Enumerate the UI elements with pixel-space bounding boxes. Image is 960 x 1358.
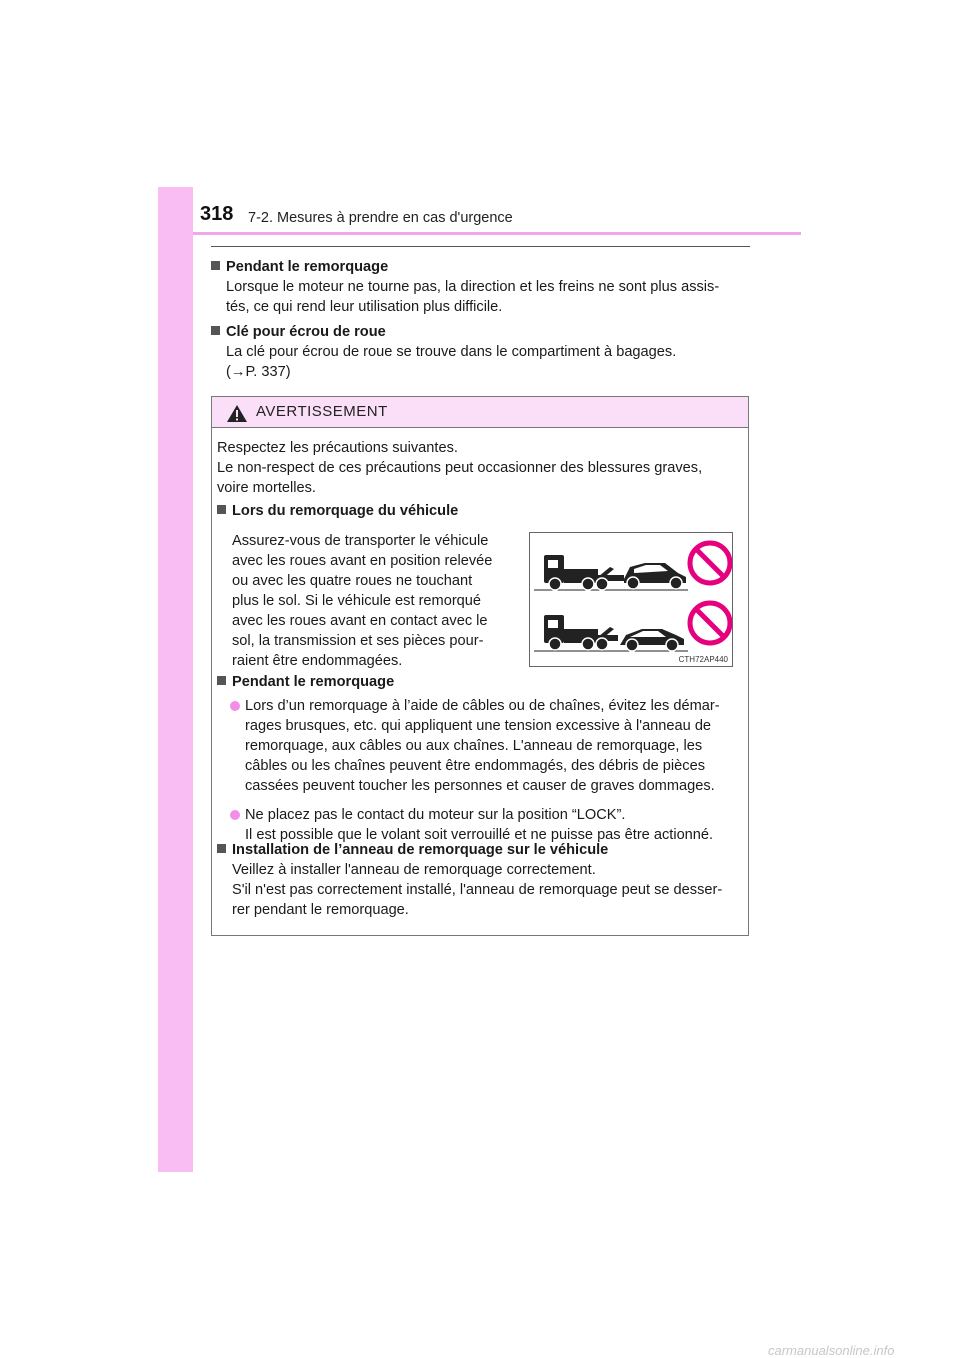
footer-watermark: carmanualsonline.info: [768, 1343, 895, 1358]
text-line: Ne placez pas le contact du moteur sur la position “LOCK”.: [245, 807, 626, 823]
square-bullet-icon: [211, 261, 220, 270]
text-line: rer pendant le remorquage.: [232, 902, 409, 918]
square-bullet-icon: [217, 505, 226, 514]
text-line: rages brusques, etc. qui appliquent une tension excessive à l'anneau de: [245, 718, 712, 734]
text-line: Assurez-vous de transporter le véhicule: [232, 533, 489, 549]
towing-illustration: [529, 532, 733, 667]
warning-sub-installation-anneau: [217, 840, 743, 920]
text-line: sol, la transmission et ses pièces pour-: [232, 633, 484, 649]
square-bullet-icon: [217, 844, 226, 853]
text-line: cassées peuvent toucher les personnes et causer de graves dommages.: [245, 778, 715, 794]
round-bullet-icon: [230, 701, 240, 711]
text-line: avec les roues avant en position relevée: [232, 553, 493, 569]
prohibited-icon: [690, 603, 730, 643]
text-line: voire mortelles.: [217, 480, 316, 496]
text-line: Respectez les précautions suivantes.: [217, 440, 458, 456]
header-line: [193, 232, 801, 235]
sub-title: Pendant le remorquage: [217, 672, 743, 692]
bullet-item: [217, 696, 743, 796]
towing-truck-diagram: [530, 533, 732, 666]
figure-id: CTH72AP440: [678, 655, 728, 664]
side-color-strip: [158, 187, 193, 1172]
top-rule: [211, 246, 750, 247]
text-line: plus le sol. Si le véhicule est remorqué: [232, 593, 482, 609]
towed-car-icon: [624, 563, 686, 589]
text-line: Lorsque le moteur ne tourne pas, la direction et les freins ne sont plus assis-: [226, 279, 720, 295]
text-line: ou avec les quatre roues ne touchant: [232, 573, 473, 589]
chapter-title: 7-2. Mesures à prendre en cas d'urgence: [248, 210, 513, 226]
page-reference-link[interactable]: (→P. 337): [226, 364, 291, 380]
square-bullet-icon: [211, 326, 220, 335]
sub-body: [217, 531, 528, 671]
text-line: remorquage, aux câbles ou aux chaînes. L'anneau de remorquage, les: [245, 738, 703, 754]
warning-intro: [217, 438, 743, 498]
warning-sub-pendant-remorquage: [217, 672, 743, 845]
sub-title: Lors du remorquage du véhicule: [217, 501, 743, 521]
page-number: 318: [200, 203, 234, 225]
tow-truck-icon: [544, 555, 624, 590]
square-bullet-icon: [217, 676, 226, 685]
text-line: Lors d’un remorquage à l’aide de câbles ou de chaînes, évitez les démar-: [245, 698, 720, 714]
sub-title: Installation de l’anneau de remorquage sur le véhicule: [217, 840, 743, 860]
warning-triangle-icon: [226, 404, 248, 423]
section-body: [211, 277, 751, 317]
sub-body: [217, 860, 743, 920]
section-title: Pendant le remorquage: [211, 257, 751, 277]
text-line: avec les roues avant en contact avec le: [232, 613, 488, 629]
text-line: tés, ce qui rend leur utilisation plus difficile.: [226, 299, 503, 315]
towed-car-icon: [620, 629, 684, 651]
text-line: La clé pour écrou de roue se trouve dans le compartiment à bagages.: [226, 344, 677, 360]
text-line: Le non-respect de ces précautions peut occasionner des blessures graves,: [217, 460, 703, 476]
section-pendant-remorquage: [211, 257, 751, 317]
warning-header: [212, 397, 748, 428]
bullet-item: [217, 805, 743, 845]
section-title: Clé pour écrou de roue: [211, 322, 751, 342]
section-body: [211, 342, 751, 382]
text-line: Veillez à installer l'anneau de remorquage correctement.: [232, 862, 596, 878]
text-line: Il est possible que le volant soit verrouillé et ne puisse pas être actionné.: [245, 827, 714, 843]
prohibited-icon: [690, 543, 730, 583]
section-cle-ecrou: [211, 322, 751, 382]
tow-truck-icon: [544, 615, 618, 650]
warning-box: [211, 396, 749, 936]
text-line: câbles ou les chaînes peuvent être endommagés, des débris de pièces: [245, 758, 705, 774]
round-bullet-icon: [230, 810, 240, 820]
text-line: raient être endommagées.: [232, 653, 403, 669]
text-line: S'il n'est pas correctement installé, l'anneau de remorquage peut se desser-: [232, 882, 723, 898]
warning-label: AVERTISSEMENT: [256, 403, 388, 420]
